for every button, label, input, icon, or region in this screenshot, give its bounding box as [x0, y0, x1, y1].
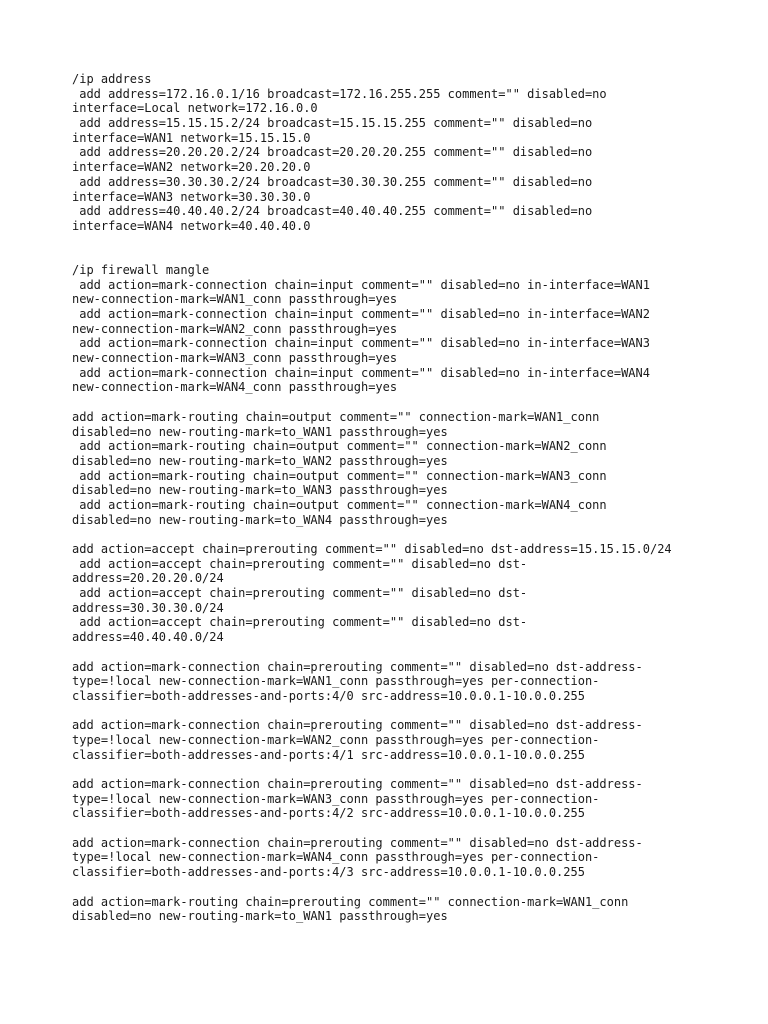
text-line: add action=mark-connection chain=prerouting comment="" disabled=no dst-address-: [72, 835, 643, 850]
text-line: disabled=no new-routing-mark=to_WAN1 passthrough=yes: [72, 909, 448, 924]
text-line: type=!local new-connection-mark=WAN2_conn passthrough=yes per-connection-: [72, 732, 600, 747]
text-line: disabled=no new-routing-mark=to_WAN3 passthrough=yes: [72, 483, 448, 498]
blank-line: [72, 645, 712, 660]
text-line: add action=accept chain=prerouting comment="" disabled=no dst-: [72, 586, 528, 601]
text-line: add action=accept chain=prerouting comment="" disabled=no dst-: [72, 615, 528, 630]
text-line: add action=mark-connection chain=prerouting comment="" disabled=no dst-address-: [72, 718, 643, 733]
text-line: add address=15.15.15.2/24 broadcast=15.15.15.255 comment="" disabled=no: [72, 116, 593, 131]
text-line: add address=30.30.30.2/24 broadcast=30.30.30.255 comment="" disabled=no: [72, 174, 593, 189]
text-line: classifier=both-addresses-and-ports:4/3 src-address=10.0.0.1-10.0.0.255: [72, 865, 585, 880]
text-line: classifier=both-addresses-and-ports:4/2 src-address=10.0.0.1-10.0.0.255: [72, 806, 585, 821]
text-line: add action=mark-connection chain=input comment="" disabled=no in-interface=WAN4: [72, 365, 650, 380]
text-line: address=20.20.20.0/24: [72, 571, 224, 586]
text-line: add action=mark-connection chain=prerouting comment="" disabled=no dst-address-: [72, 659, 643, 674]
document-body: [72, 72, 712, 924]
blank-line: [72, 248, 712, 263]
text-line: new-connection-mark=WAN1_conn passthrough=yes: [72, 292, 398, 307]
blank-line: [72, 395, 712, 410]
text-line: interface=Local network=172.16.0.0: [72, 101, 318, 116]
text-line: interface=WAN2 network=20.20.20.0: [72, 160, 311, 175]
text-line: add action=mark-routing chain=output comment="" connection-mark=WAN2_conn: [72, 439, 607, 454]
text-line: new-connection-mark=WAN2_conn passthrough=yes: [72, 321, 398, 336]
text-line: classifier=both-addresses-and-ports:4/0 src-address=10.0.0.1-10.0.0.255: [72, 688, 585, 703]
text-line: add address=172.16.0.1/16 broadcast=172.16.255.255 comment="" disabled=no: [72, 86, 607, 101]
text-line: add address=20.20.20.2/24 broadcast=20.20.20.255 comment="" disabled=no: [72, 145, 593, 160]
text-line: add action=mark-routing chain=output comment="" connection-mark=WAN3_conn: [72, 468, 607, 483]
blank-line: [72, 234, 712, 249]
text-line: add action=mark-routing chain=output comment="" connection-mark=WAN1_conn: [72, 409, 600, 424]
text-line: classifier=both-addresses-and-ports:4/1 src-address=10.0.0.1-10.0.0.255: [72, 747, 585, 762]
text-line: add action=mark-connection chain=input comment="" disabled=no in-interface=WAN1: [72, 277, 650, 292]
text-line: add action=accept chain=prerouting comment="" disabled=no dst-address=15.15.15.0/24: [72, 542, 672, 556]
text-line: interface=WAN4 network=40.40.40.0: [72, 218, 311, 233]
text-line: type=!local new-connection-mark=WAN4_conn passthrough=yes per-connection-: [72, 850, 600, 865]
blank-line: [72, 527, 712, 542]
text-line: type=!local new-connection-mark=WAN1_conn passthrough=yes per-connection-: [72, 674, 600, 689]
blank-line: [72, 762, 712, 777]
text-line: interface=WAN3 network=30.30.30.0: [72, 189, 311, 204]
blank-line: [72, 704, 712, 719]
text-line: disabled=no new-routing-mark=to_WAN4 passthrough=yes: [72, 512, 448, 527]
text-line: new-connection-mark=WAN3_conn passthrough=yes: [72, 351, 398, 366]
text-line: disabled=no new-routing-mark=to_WAN1 passthrough=yes: [72, 424, 448, 439]
text-line: add action=mark-connection chain=input comment="" disabled=no in-interface=WAN3: [72, 336, 650, 351]
text-line: /ip address: [72, 72, 152, 86]
text-line: address=30.30.30.0/24: [72, 600, 224, 615]
text-line: /ip firewall mangle: [72, 262, 210, 277]
text-line: add action=mark-connection chain=prerouting comment="" disabled=no dst-address-: [72, 777, 643, 791]
text-line: add action=mark-routing chain=prerouting comment="" connection-mark=WAN1_conn: [72, 894, 629, 909]
text-line: add action=mark-routing chain=output comment="" connection-mark=WAN4_conn: [72, 497, 607, 512]
text-line: disabled=no new-routing-mark=to_WAN2 passthrough=yes: [72, 453, 448, 468]
text-line: new-connection-mark=WAN4_conn passthrough=yes: [72, 380, 398, 395]
text-line: interface=WAN1 network=15.15.15.0: [72, 130, 311, 145]
text-line: address=40.40.40.0/24: [72, 630, 224, 645]
text-line: add action=accept chain=prerouting comment="" disabled=no dst-: [72, 556, 528, 571]
blank-line: [72, 821, 712, 836]
text-line: add action=mark-connection chain=input comment="" disabled=no in-interface=WAN2: [72, 307, 650, 321]
text-line: type=!local new-connection-mark=WAN3_conn passthrough=yes per-connection-: [72, 791, 600, 806]
text-line: add address=40.40.40.2/24 broadcast=40.40.40.255 comment="" disabled=no: [72, 204, 593, 219]
blank-line: [72, 880, 712, 895]
